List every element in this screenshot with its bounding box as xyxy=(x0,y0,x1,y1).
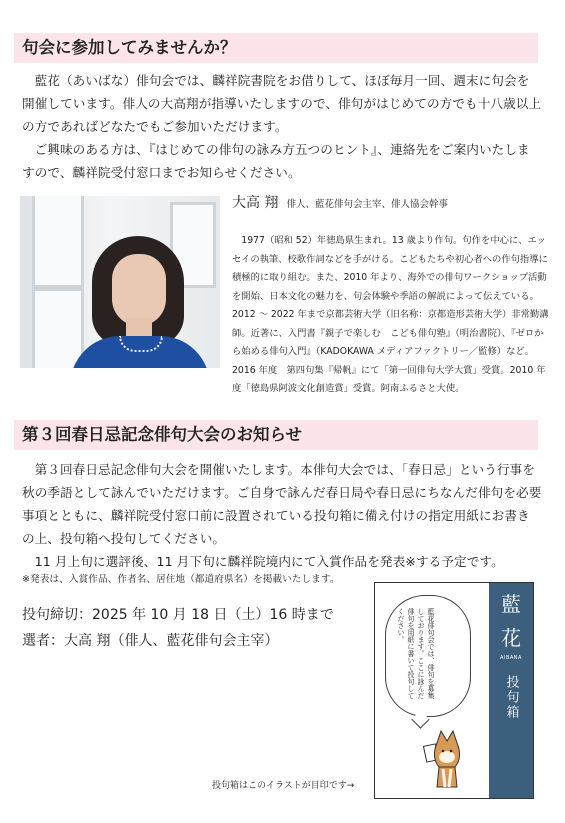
intro-text xyxy=(22,69,542,184)
section-heading-haiku-meeting: 句会に参加してみませんか？ xyxy=(14,33,538,63)
mailbox-spine xyxy=(489,583,533,798)
contest-note: ※発表は、入賞作品、作者名、居住地（都道府県名）を掲載いたします。 xyxy=(22,574,340,585)
mailbox-title-2: 花 xyxy=(501,626,521,650)
intro-paragraph-2: ご興味のある方は、『はじめての俳句の詠み方五つのヒント』、連絡先をご案内いたしますので、麟祥院受付窓口までお知らせください。 xyxy=(22,142,530,180)
speech-bubble xyxy=(385,595,471,717)
mailbox-illustration xyxy=(374,582,534,799)
shiba-dog-icon xyxy=(423,723,469,789)
deadline-text: 投句締切：2025 年 10 月 18 日（土）16 時まで xyxy=(22,607,334,623)
profile-bio xyxy=(232,232,550,399)
mailbox-caption: 投句箱はこのイラストが目印です→ xyxy=(212,781,355,791)
portrait-photo xyxy=(20,196,220,368)
intro-paragraph-1: 藍花（あいばな）俳句会では、麟祥院書院をお借りして、ほぼ毎月一回、週末に句会を開催しています。俳人の大高翔が指導いたしますので、俳句がはじめての方でも十八歳以上の方であればどなたでもご参加いただけます。 xyxy=(22,73,542,134)
contest-paragraph-2: 11 月上旬に選評後、11 月下旬に麟祥院境内にて入賞作品を発表※する予定です。 xyxy=(34,554,504,569)
profile-heading xyxy=(232,193,448,215)
contest-text xyxy=(22,458,542,587)
judge-text: 選者：大高 翔（俳人、藍花俳句会主宰） xyxy=(22,633,279,649)
bubble-text: 藍花俳句会では、俳句を募集しております。ここに詠んだ俳句を用紙に書いて投句してください。 xyxy=(397,608,435,699)
profile-bio-text: 1977（昭和 52）年徳島県生まれ。13 歳より作句。句作を中心に、エッセイの執筆、校歌作詞などを手がける。こどもたちや初心者への作句指導に積極的に取り組む。また、2010 年より、海外での俳句ワークショップ活動を開始、日本文化の魅力を、句会体験や季語の解説によって伝えている。2012 ～ 2022 年まで京都芸術大学（旧名称：京都造形芸術大学）非常勤講師。近著に、入門書『親子で楽しむ こども俳句塾』（明治書院）、『ゼロから始める俳句入門』（KADOKAWA メディアファクトリー／監修）など。2016 年度 第四句集『帰帆』にて「第一回俳句大学大賞」受賞。2010 年度「徳島県阿波文化創造賞」受賞。阿南ふるさと大使。 xyxy=(232,235,549,394)
section-heading-contest: 第３回春日忌記念俳句大会のお知らせ xyxy=(14,420,538,450)
mailbox-title-1: 藍 xyxy=(501,592,521,616)
contest-paragraph-1: 第３回春日忌記念俳句大会を開催いたします。本俳句大会では、「春日忌」という行事を秋の季語として詠んでいただけます。ご自身で詠んだ春日局や春日忌にちなんだ俳句を必要事項とともに、麟祥院受付窓口前に設置されている投句箱に備え付けの指定用紙にお書きの上、投句箱へ投句してください。 xyxy=(22,462,542,546)
profile-name: 大高 翔 xyxy=(232,195,279,211)
mailbox-romaji: AIBANA xyxy=(500,655,522,661)
profile-role: 俳人、藍花俳句会主宰、俳人協会幹事 xyxy=(286,199,448,210)
mailbox-label: 投句箱 xyxy=(503,675,519,720)
